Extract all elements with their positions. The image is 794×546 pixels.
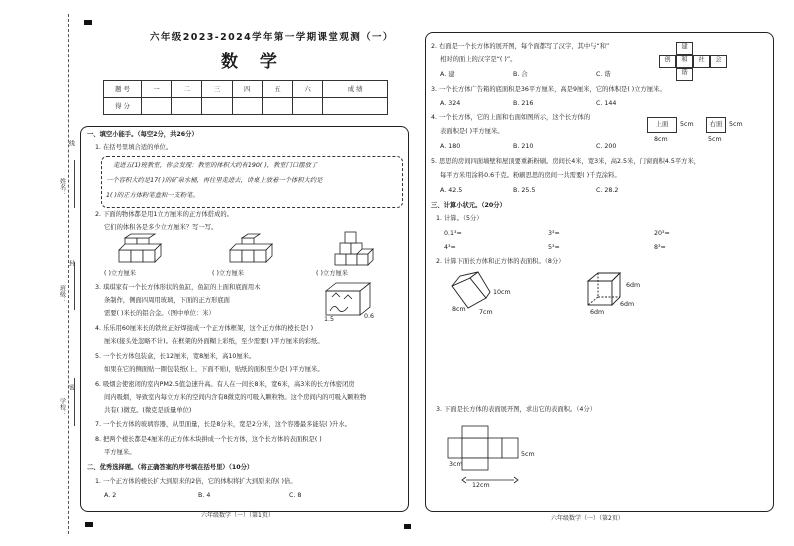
registration-mark	[84, 20, 92, 25]
question-4-line: 厘米(接头处忽略不计)。在框架的外面糊上彩纸，至少需要( )平方厘米的彩纸。	[104, 338, 324, 345]
mc1-option-b[interactable]: B. 4	[198, 492, 211, 499]
calc-item: 0.1³=	[444, 230, 462, 237]
q2-answer-blank[interactable]: ( )立方厘米	[212, 270, 245, 277]
mc1-option-c[interactable]: C. 8	[289, 492, 302, 499]
registration-mark	[404, 524, 411, 529]
question-6-line: 共有( )微克。(微克是质量单位)	[104, 407, 192, 414]
question-6-line: 6. 吸烟会使密闭的室内PM2.5值急速升高。有人在一间长8米，宽6米，高3米的长方体密闭房	[95, 381, 355, 388]
cuboid-dimension-label: 8cm	[452, 306, 466, 313]
q1-story-line: 1( )的正方体粉笔盒和一支粉笔。	[106, 192, 199, 199]
cuboid-dimension-label: 10cm	[493, 289, 511, 296]
question-3-line: 条制作，侧面四周用玻璃，下面的正方形底面	[104, 297, 230, 304]
calc-item: 4³=	[444, 244, 456, 251]
net-dimension-label: 5cm	[521, 451, 535, 458]
section-1-title: 一、填空小能手。（每空2分，共26分）	[87, 131, 198, 138]
school-underline	[74, 378, 75, 426]
score-cell[interactable]	[262, 98, 292, 115]
mc4-option-b[interactable]: B. 210	[513, 143, 534, 150]
calc-item: 20³=	[654, 230, 670, 237]
mc-question-4-line: 表面积是( )平方厘米。	[440, 128, 504, 135]
score-row-label: 得 分	[104, 98, 142, 115]
binding-word: 密	[67, 384, 75, 390]
score-table-header: 一	[142, 81, 172, 98]
class-underline	[74, 262, 75, 310]
q2-answer-blank[interactable]: ( )立方厘米	[104, 270, 137, 277]
question-8-line: 平方厘米。	[104, 449, 136, 456]
net-char: 会	[715, 56, 722, 63]
right-face-width: 5cm	[708, 136, 722, 143]
net-char: 创	[664, 56, 671, 63]
mc2-option-c[interactable]: C. 谐	[596, 71, 611, 78]
mc2-option-b[interactable]: B. 合	[513, 71, 528, 78]
question-5-line: 如果在它的侧面贴一圈包装纸(上、下面不贴)，贴纸的面积至少是( )平方厘米。	[104, 366, 324, 373]
net-cell	[676, 55, 693, 68]
calc-item: 5³=	[548, 244, 560, 251]
net-char: 和	[681, 56, 688, 63]
cuboid-dimension-label: 7cm	[479, 309, 493, 316]
right-face-label: 右面	[709, 121, 723, 128]
mc-question-4-line: 4. 一个长方体，它的上面和右面如图所示，这个长方体的	[431, 114, 591, 121]
net-cell	[659, 55, 676, 68]
q2-answer-blank[interactable]: ( )立方厘米	[316, 270, 349, 277]
score-cell[interactable]	[172, 98, 202, 115]
q1-story-line: 走进五(1)班教室，你会发现：教室的体积大约有190( )，教室门口摆放了	[113, 162, 318, 169]
question-7: 7. 一个长方体的玻璃容器，从里面量，长是8分米，宽是2分米，这个容器最多能装( )升水。	[95, 421, 351, 428]
mc-question-2-line: 相对的面上的汉字是“( )”。	[440, 56, 517, 63]
mc3-option-c[interactable]: C. 144	[596, 100, 617, 107]
question-2: 2. 下面的物体都是用1立方厘米的正方体搭成的。	[95, 211, 233, 218]
net-char: 建	[681, 43, 688, 50]
question-4-line: 4. 乐乐用60厘米长的铁丝正好焊接成一个正方体框架，这个正方体的棱长是( )	[95, 325, 314, 332]
right-face-height: 5cm	[729, 121, 743, 128]
score-table-header: 成 绩	[323, 81, 388, 98]
mc5-option-c[interactable]: C. 28.2	[596, 187, 619, 194]
cube-dimension-label: 6dm	[620, 301, 635, 308]
score-table-header: 三	[202, 81, 232, 98]
question-3-line: 需要( )米长的铝合金。（图中单位：米）	[104, 310, 215, 317]
net-char: 谐	[681, 69, 688, 76]
score-table-header: 六	[293, 81, 323, 98]
score-cell[interactable]	[202, 98, 232, 115]
subject-title: 数 学	[221, 52, 285, 72]
section-3-title: 三、计算小状元。（20分）	[431, 202, 506, 209]
calc-2-title: 2. 计算下面长方体和正方体的表面积。（8分）	[436, 258, 565, 265]
mc-question-5-line: 每平方米用涂料0.6千克。粉刷思思的房间一共需要( )千克涂料。	[440, 172, 621, 179]
tank-dimension-label: 1.5	[324, 316, 335, 323]
tank-dimension-label: 0.6	[364, 313, 375, 320]
mc1-option-a[interactable]: A. 2	[104, 492, 117, 499]
exam-title: 六年级2023-2024学年第一学期课堂观测（一）	[150, 32, 394, 43]
net-char: 社	[698, 56, 705, 63]
mc3-option-a[interactable]: A. 324	[440, 100, 461, 107]
question-5-line: 5. 一个长方体包装盒，长12厘米，宽8厘米，高10厘米。	[95, 353, 256, 360]
question-6-line: 间内吸烟，导致室内每立方米的空间内含有8微克的可吸入颗粒物。这个房间内的可吸入颗粒物	[104, 394, 367, 401]
score-table-header: 五	[262, 81, 292, 98]
binding-dashed-line	[68, 14, 69, 534]
score-cell[interactable]	[293, 98, 323, 115]
school-label: 学校：	[58, 398, 66, 416]
score-table-header: 题 号	[104, 81, 142, 98]
mc5-option-a[interactable]: A. 42.5	[440, 187, 463, 194]
cube-figure-3	[333, 232, 377, 268]
net-dimension-label: 3cm	[449, 461, 463, 468]
score-cell[interactable]	[142, 98, 172, 115]
binding-word: 封	[67, 260, 75, 266]
cube-dimension-label: 6dm	[626, 282, 641, 289]
net-cell	[676, 68, 693, 81]
mc3-option-b[interactable]: B. 216	[513, 100, 534, 107]
registration-mark	[85, 522, 93, 527]
mc4-option-c[interactable]: C. 200	[596, 143, 617, 150]
score-cell[interactable]	[323, 98, 388, 115]
net-cell	[710, 55, 727, 68]
question-8-line: 8. 把两个棱长都是4厘米的正方体木块拼成一个长方体，这个长方体的表面积是( )	[95, 436, 322, 443]
top-face-height: 5cm	[680, 121, 694, 128]
calc-item: 3³=	[548, 230, 560, 237]
calc-3-title: 3. 下面是长方体的表面展开图，求出它的表面积。（4分）	[436, 406, 596, 413]
mc-question-5-line: 5. 思思的房间四面墙壁和屋顶要重新粉刷。房间长4米，宽3米，高2.5米，门窗面积4.5平方米，	[431, 158, 701, 165]
right-page-footer: 六年级数学（一）（第2页）	[551, 515, 624, 522]
calc-1-title: 1. 计算。（5分）	[436, 215, 483, 222]
section-2-title: 二、优秀选择题。（将正确答案的序号填在括号里）（10分）	[87, 464, 254, 471]
mc-question-2-line: 2. 右面是一个长方体的展开图，每个面都写了汉字，其中与“和”	[431, 43, 610, 50]
mc-question-1: 1. 一个正方体的棱长扩大到原来的2倍，它的体积将扩大到原来的( )倍。	[95, 478, 297, 485]
score-table-header: 四	[232, 81, 262, 98]
cube-dimension-label: 6dm	[590, 309, 605, 316]
question-1: 1. 在括号里填合适的单位。	[95, 144, 173, 151]
name-label: 姓名：	[58, 178, 66, 196]
q1-story-line: 一个容积大约是17( )的矿泉水桶，再往里走进去，讲桌上放着一个体积大约是	[106, 177, 323, 184]
right-face-rect	[706, 117, 726, 133]
score-table	[103, 80, 388, 115]
net-cell	[676, 42, 693, 55]
binding-word: 线	[67, 140, 75, 146]
mc4-option-a[interactable]: A. 180	[440, 143, 461, 150]
top-face-width: 8cm	[654, 136, 668, 143]
score-cell[interactable]	[232, 98, 262, 115]
name-underline	[74, 160, 75, 208]
net-cell	[693, 55, 710, 68]
left-page-footer: 六年级数学（一）（第1页）	[201, 512, 274, 519]
cube-figure-2	[228, 234, 280, 266]
class-label: 班级：	[58, 285, 66, 303]
cube-figure-1	[117, 234, 167, 266]
score-table-header: 二	[172, 81, 202, 98]
question-3-line: 3. 琪琪家有一个长方体形状的鱼缸，鱼缸的上面和底面用木	[95, 284, 261, 291]
top-face-label: 上面	[655, 121, 669, 128]
cube-figure	[586, 271, 622, 307]
mc5-option-b[interactable]: B. 25.5	[513, 187, 536, 194]
mc2-option-a[interactable]: A. 建	[440, 71, 455, 78]
top-face-rect	[647, 117, 677, 133]
question-2-line2: 它们的体积各是多少立方厘米？写一写。	[104, 224, 218, 231]
mc-question-3: 3. 一个长方体广告箱的底面积是36平方厘米，高是9厘米，它的体积是( )立方厘米。	[431, 86, 666, 93]
cuboid-net-figure	[446, 424, 522, 486]
calc-item: 8³=	[654, 244, 666, 251]
net-dimension-label: 12cm	[472, 482, 490, 489]
